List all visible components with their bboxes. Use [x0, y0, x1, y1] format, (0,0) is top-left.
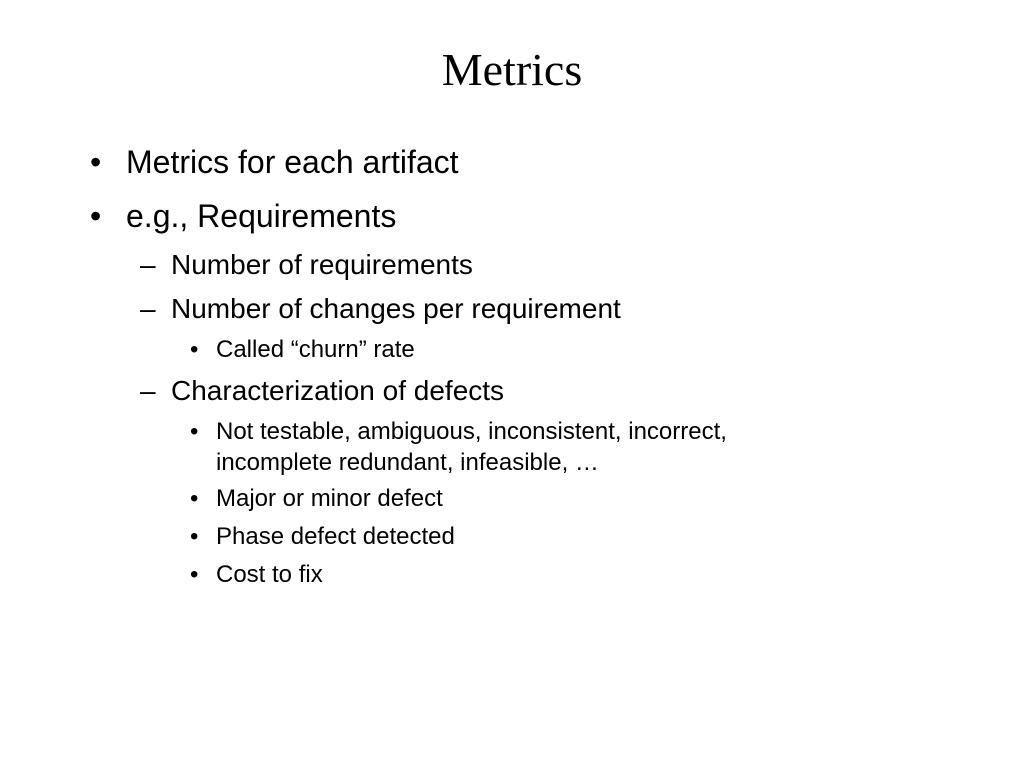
- bullet-text-continuation: incomplete redundant, infeasible, …: [216, 449, 599, 476]
- bullet-marker: •: [190, 485, 199, 512]
- bullet-text: Cost to fix: [216, 561, 323, 588]
- bullet-text: Metrics for each artifact: [126, 144, 459, 180]
- dash-marker: –: [140, 293, 156, 324]
- bullet-text: Called “churn” rate: [216, 336, 415, 363]
- bullet-marker: •: [90, 144, 102, 180]
- bullet-marker: •: [190, 561, 199, 588]
- bullet-text: Major or minor defect: [216, 485, 443, 512]
- bullet-text: Number of changes per requirement: [171, 293, 621, 324]
- bullet-marker: •: [90, 198, 102, 234]
- dash-marker: –: [140, 249, 156, 280]
- dash-marker: –: [140, 375, 156, 406]
- bullet-text: Characterization of defects: [171, 375, 505, 406]
- bullet-text: Number of requirements: [171, 249, 473, 280]
- bullet-text: e.g., Requirements: [126, 198, 397, 234]
- bullet-marker: •: [190, 336, 199, 363]
- slide-title: Metrics: [441, 44, 583, 95]
- bullet-text: Phase defect detected: [216, 523, 455, 550]
- bullet-marker: •: [190, 523, 199, 550]
- bullet-text: Not testable, ambiguous, inconsistent, incorrect,: [216, 418, 727, 445]
- bullet-marker: •: [190, 418, 199, 445]
